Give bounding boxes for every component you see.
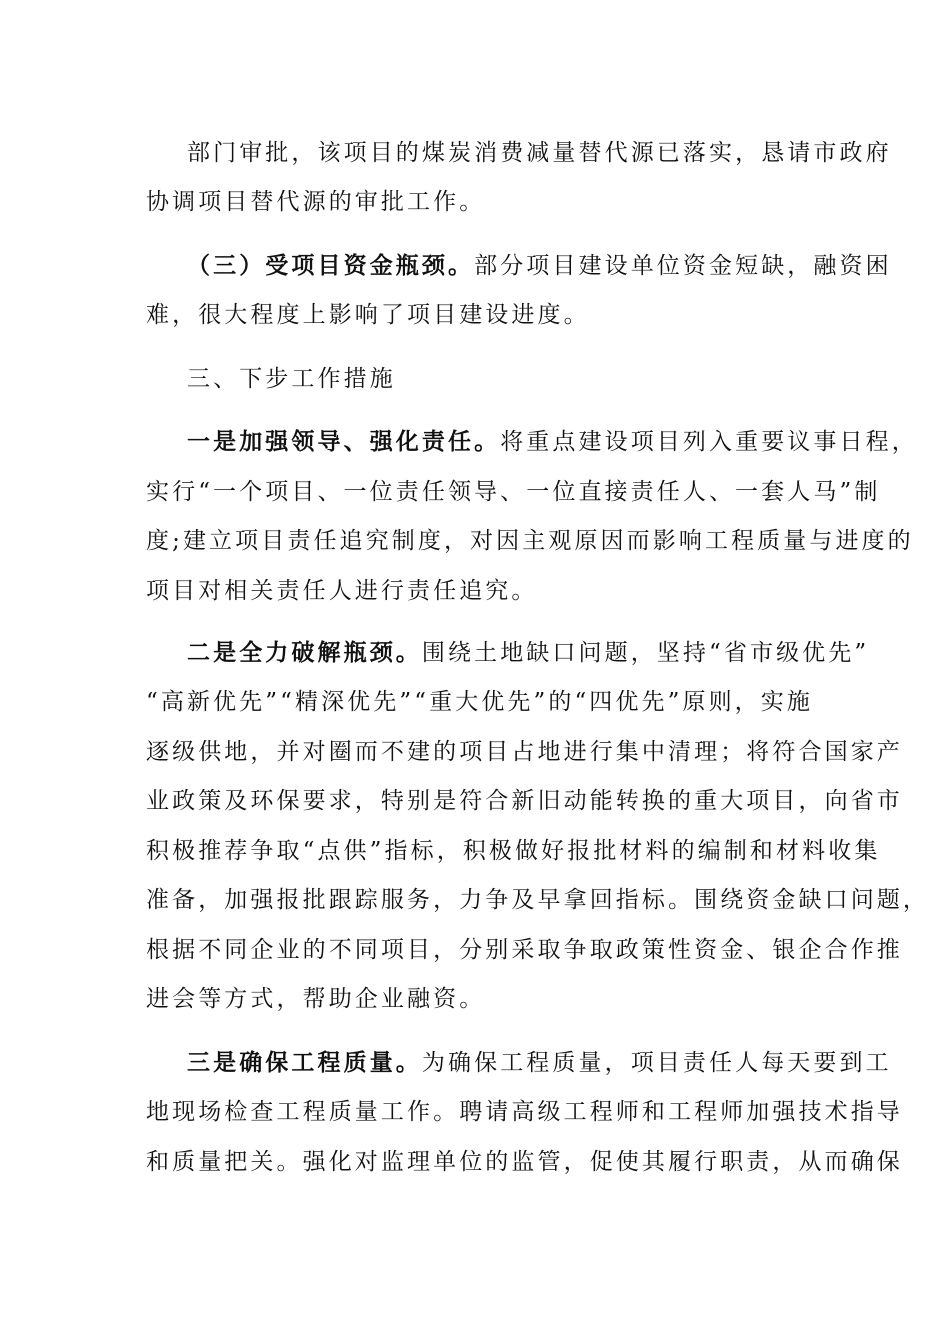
paragraph-line: 难，很大程度上影响了项目建设进度。 (146, 302, 590, 328)
paragraph-line: 和质量把关。强化对监理单位的监管，促使其履行职责，从而确保 (146, 1149, 903, 1175)
paragraph-line: 协调项目替代源的审批工作。 (146, 189, 486, 215)
paragraph-line: 进会等方式，帮助企业融资。 (146, 986, 486, 1012)
paragraph-text: 围绕土地缺口问题，坚持“省市级优先” (421, 640, 870, 666)
paragraph-line: 业政策及环保要求，特别是符合新旧动能转换的重大项目，向省市 (146, 788, 903, 814)
paragraph-first-line (187, 251, 892, 281)
paragraph-first-line (187, 638, 870, 668)
paragraph-line: 实行“一个项目、一位责任领导、一位直接责任人、一套人马”制 (146, 479, 881, 505)
subsection-heading: （三）受项目资金瓶颈。 (187, 252, 475, 279)
paragraph-line: 逐级供地，并对圈而不建的项目占地进行集中清理；将符合国家产 (146, 739, 903, 765)
paragraph-text: 将重点建设项目列入重要议事日程， (500, 429, 918, 455)
paragraph-line: 准备，加强报批跟踪服务，力争及早拿回指标。围绕资金缺口问题， (146, 887, 929, 913)
paragraph-line: 地现场检查工程质量工作。聘请高级工程师和工程师加强技术指导 (146, 1099, 903, 1125)
paragraph-line: 根据不同企业的不同项目，分别采取争取政策性资金、银企合作推 (146, 937, 903, 963)
paragraph-line: 项目对相关责任人进行责任追究。 (146, 578, 538, 604)
paragraph-line: 部门审批，该项目的煤炭消费减量替代源已落实，恳请市政府 (187, 140, 892, 166)
paragraph-first-line (187, 427, 918, 457)
measure-heading: 二是全力破解瓶颈。 (187, 639, 422, 666)
paragraph-first-line (187, 1048, 892, 1078)
measure-heading: 三是确保工程质量。 (187, 1049, 422, 1076)
measure-heading: 一是加强领导、强化责任。 (187, 428, 501, 455)
paragraph-text: 为确保工程质量，项目责任人每天要到工 (421, 1050, 892, 1076)
section-title: 三、下步工作措施 (187, 366, 396, 392)
paragraph-text: 部分项目建设单位资金短缺，融资困 (474, 253, 892, 279)
paragraph-line: 积极推荐争取“点供”指标，积极做好报批材料的编制和材料收集 (146, 838, 881, 864)
paragraph-line: 度;建立项目责任追究制度，对因主观原因而影响工程质量与进度的 (146, 528, 914, 554)
paragraph-line: “高新优先”“精深优先”“重大优先”的“四优先”原则，实施 (146, 689, 813, 715)
